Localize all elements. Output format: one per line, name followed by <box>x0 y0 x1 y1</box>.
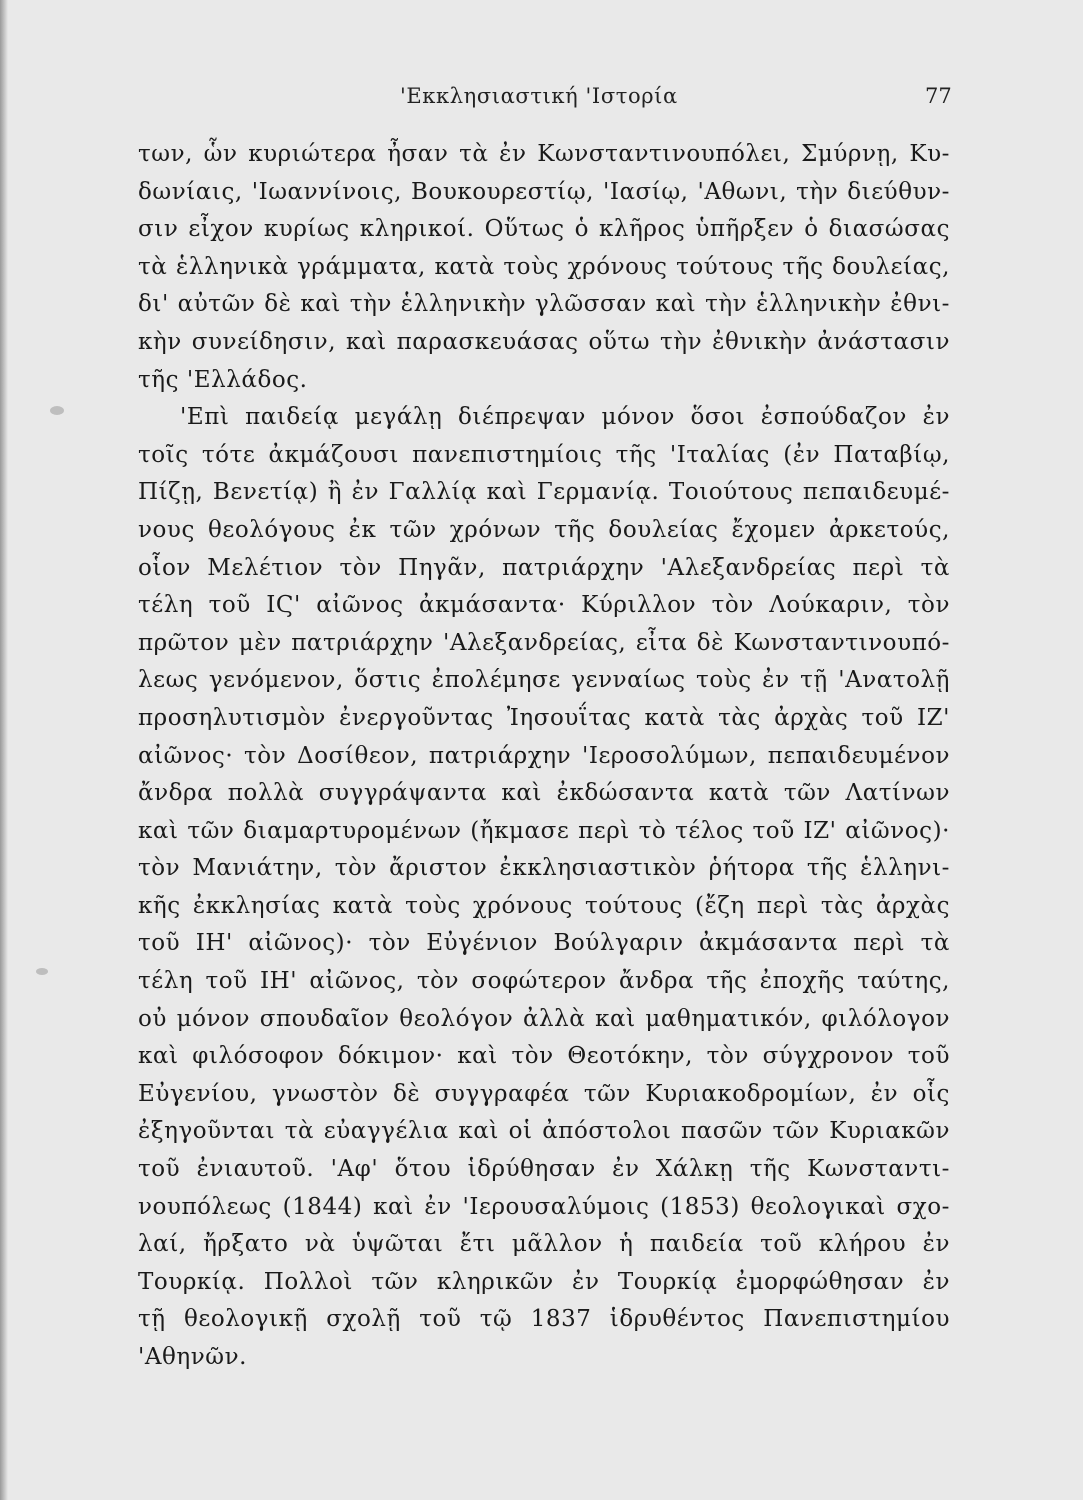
text-line: σιν εἶχον κυρίως κληρικοί. Οὕτως ὁ κλῆρος ὑπῆρξεν ὁ διασώσας <box>138 216 950 243</box>
text-line: Τουρκίᾳ. Πολλοὶ τῶν κληρικῶν ἐν Τουρκίᾳ ἐμορφώθησαν ἐν <box>138 1268 950 1295</box>
text-line: οὐ μόνον σπουδαῖον θεολόγον ἀλλὰ καὶ μαθηματικόν, φιλόλογον <box>138 1005 950 1032</box>
text-line: κὴν συνείδησιν, καὶ παρασκευάσας οὕτω τὴν ἐθνικὴν ἀνάστασιν <box>138 328 950 355</box>
text-line: πρῶτον μὲν πατριάρχην 'Αλεξανδρείας, εἶτα δὲ Κωνσταντινουπό- <box>138 629 950 656</box>
text-line: νουπόλεως (1844) καὶ ἐν 'Ιερουσαλύμοις (1853) θεολογικαὶ σχο- <box>138 1193 950 1220</box>
text-line: τοῦ ἐνιαυτοῦ. 'Αφ' ὅτου ἱδρύθησαν ἐν Χάλκῃ τῆς Κωνσταντι- <box>138 1156 950 1183</box>
text-line: νους θεολόγους ἐκ τῶν χρόνων τῆς δουλείας ἔχομεν ἀρκετούς, <box>138 516 950 543</box>
text-line: καὶ φιλόσοφον δόκιμον· καὶ τὸν Θεοτόκην, τὸν σύγχρονον τοῦ <box>138 1043 950 1070</box>
running-header <box>0 84 1083 118</box>
text-line: Πίζῃ, Βενετίᾳ) ἢ ἐν Γαλλίᾳ καὶ Γερμανίᾳ. Τοιούτους πεπαιδευμέ- <box>138 479 950 506</box>
text-line: δι' αὐτῶν δὲ καὶ τὴν ἑλληνικὴν γλῶσσαν καὶ τὴν ἑλληνικὴν ἐθνι- <box>138 291 950 318</box>
text-line: τῇ θεολογικῇ σχολῇ τοῦ τῷ 1837 ἱδρυθέντος Πανεπιστημίου <box>138 1306 950 1333</box>
text-line: τέλη τοῦ ΙϚ' αἰῶνος ἀκμάσαντα· Κύριλλον τὸν Λούκαριν, τὸν <box>138 592 950 619</box>
text-line: λεως γενόμενον, ὅστις ἐπολέμησε γενναίως τοὺς ἐν τῇ 'Ανατολῇ <box>138 667 950 694</box>
text-line: τῆς 'Ελλάδος. <box>138 366 308 393</box>
text-line: τὸν Μανιάτην, τὸν ἄριστον ἐκκλησιαστικὸν ῥήτορα τῆς ἑλληνι- <box>138 855 950 882</box>
text-line: δωνίαις, 'Ιωαννίνοις, Βουκουρεστίῳ, 'Ιασίῳ, 'Αθωνι, τὴν διεύθυν- <box>138 178 950 205</box>
text-line: καὶ τῶν διαμαρτυρομένων (ἤκμασε περὶ τὸ τέλος τοῦ ΙΖ' αἰῶνος)· <box>138 817 950 844</box>
text-line: 'Αθηνῶν. <box>138 1344 247 1370</box>
text-line: τέλη τοῦ ΙΗ' αἰῶνος, τὸν σοφώτερον ἄνδρα τῆς ἐποχῆς ταύτης, <box>138 968 950 995</box>
text-line: οἷον Μελέτιον τὸν Πηγᾶν, πατριάρχην 'Αλεξανδρείας περὶ τὰ <box>138 554 950 581</box>
text-line: ἐξηγοῦνται τὰ εὐαγγέλια καὶ οἱ ἀπόστολοι πασῶν τῶν Κυριακῶν <box>138 1118 950 1145</box>
text-line: λαί, ἤρξατο νὰ ὑψῶται ἔτι μᾶλλον ἡ παιδεία τοῦ κλήρου ἐν <box>138 1231 950 1258</box>
text-line: αἰῶνος· τὸν Δοσίθεον, πατριάρχην 'Ιεροσολύμων, πεπαιδευμένον <box>138 742 950 769</box>
paper-spot <box>50 406 64 415</box>
text-line: τοῦ ΙΗ' αἰῶνος)· τὸν Εὐγένιον Βούλγαριν ἀκμάσαντα περὶ τὰ <box>138 930 950 957</box>
text-line: προσηλυτισμὸν ἐνεργοῦντας Ἰησουΐτας κατὰ τὰς ἀρχὰς τοῦ ΙΖ' <box>138 704 950 731</box>
text-line: Εὐγενίου, γνωστὸν δὲ συγγραφέα τῶν Κυριακοδρομίων, ἐν οἷς <box>138 1080 950 1107</box>
paper-spot <box>36 968 48 975</box>
text-line: ἄνδρα πολλὰ συγγράψαντα καὶ ἐκδώσαντα κατὰ τῶν Λατίνων <box>138 780 950 807</box>
body-text <box>138 136 950 1377</box>
page-number: 77 <box>925 84 952 108</box>
text-line: κῆς ἐκκλησίας κατὰ τοὺς χρόνους τούτους (ἔζη περὶ τὰς ἀρχὰς <box>138 892 950 919</box>
text-line: τοῖς τότε ἀκμάζουσι πανεπιστημίοις τῆς 'Ιταλίας (ἐν Παταβίῳ, <box>138 441 950 468</box>
text-line: τὰ ἑλληνικὰ γράμματα, κατὰ τοὺς χρόνους τούτους τῆς δουλείας, <box>138 253 950 280</box>
running-title: 'Εκκλησιαστική 'Ιστορία <box>400 84 678 108</box>
paragraph-first-line: 'Επὶ παιδείᾳ μεγάλῃ διέπρεψαν μόνον ὅσοι ἐσπούδαζον ἐν <box>180 404 950 431</box>
text-line: των, ὧν κυριώτερα ἦσαν τὰ ἐν Κωνσταντινουπόλει, Σμύρνῃ, Κυ- <box>138 141 950 167</box>
